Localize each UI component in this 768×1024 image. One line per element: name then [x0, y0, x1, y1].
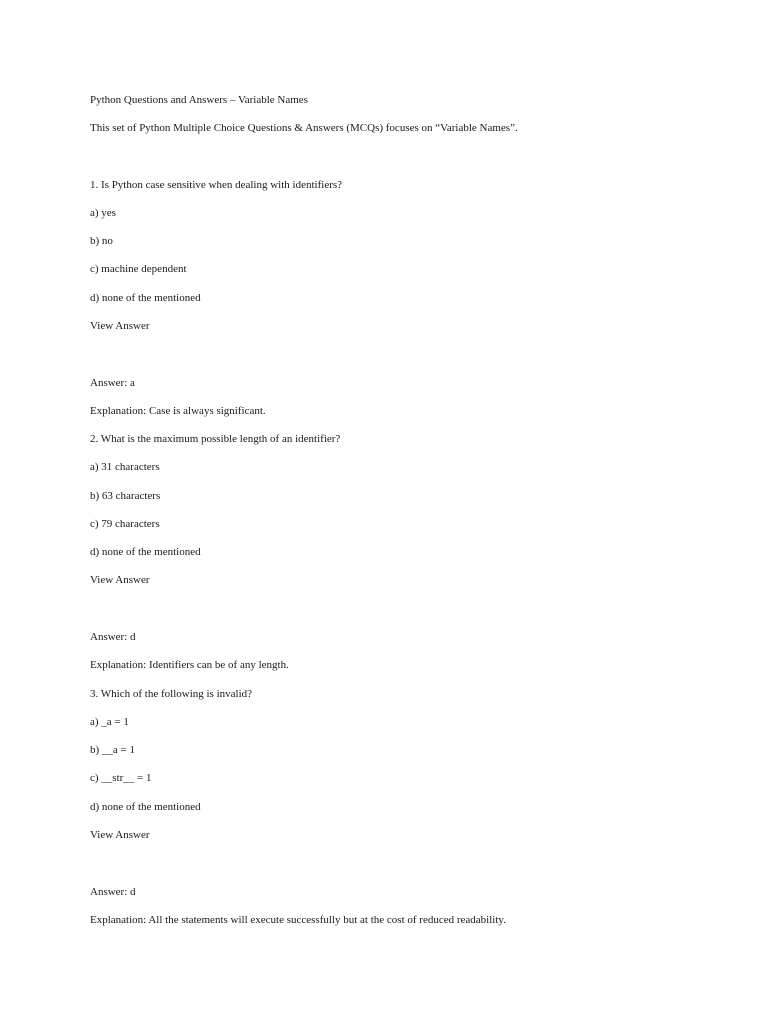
- question-2-option-c: c) 79 characters: [90, 518, 160, 530]
- question-3-answer: Answer: d: [90, 886, 136, 898]
- question-2-option-b: b) 63 characters: [90, 490, 161, 502]
- question-3-option-c: c) __str__ = 1: [90, 772, 152, 784]
- question-3-text: 3. Which of the following is invalid?: [90, 688, 253, 700]
- document-page: [90, 0, 730, 1024]
- document-title: Python Questions and Answers – Variable Names: [90, 94, 308, 106]
- question-1-option-b: b) no: [90, 235, 113, 247]
- question-3-option-b: b) __a = 1: [90, 744, 135, 756]
- question-2-explanation: Explanation: Identifiers can be of any length.: [90, 659, 289, 671]
- question-2-view-answer[interactable]: View Answer: [90, 574, 150, 586]
- question-1-option-a: a) yes: [90, 207, 116, 219]
- question-2-text: 2. What is the maximum possible length of an identifier?: [90, 433, 341, 445]
- question-3-option-d: d) none of the mentioned: [90, 801, 201, 813]
- question-1-view-answer[interactable]: View Answer: [90, 320, 150, 332]
- question-3-option-a: a) _a = 1: [90, 716, 129, 728]
- question-1-text: 1. Is Python case sensitive when dealing with identifiers?: [90, 179, 343, 191]
- question-3-explanation: Explanation: All the statements will execute successfully but at the cost of reduced readability.: [90, 914, 506, 926]
- question-1-explanation: Explanation: Case is always significant.: [90, 405, 266, 417]
- question-1-option-d: d) none of the mentioned: [90, 292, 201, 304]
- question-3-view-answer[interactable]: View Answer: [90, 829, 150, 841]
- question-2-option-a: a) 31 characters: [90, 461, 160, 473]
- question-2-option-d: d) none of the mentioned: [90, 546, 201, 558]
- question-2-answer: Answer: d: [90, 631, 136, 643]
- question-1-answer: Answer: a: [90, 377, 135, 389]
- question-1-option-c: c) machine dependent: [90, 263, 187, 275]
- document-intro: This set of Python Multiple Choice Questions & Answers (MCQs) focuses on “Variable Names”.: [90, 122, 518, 134]
